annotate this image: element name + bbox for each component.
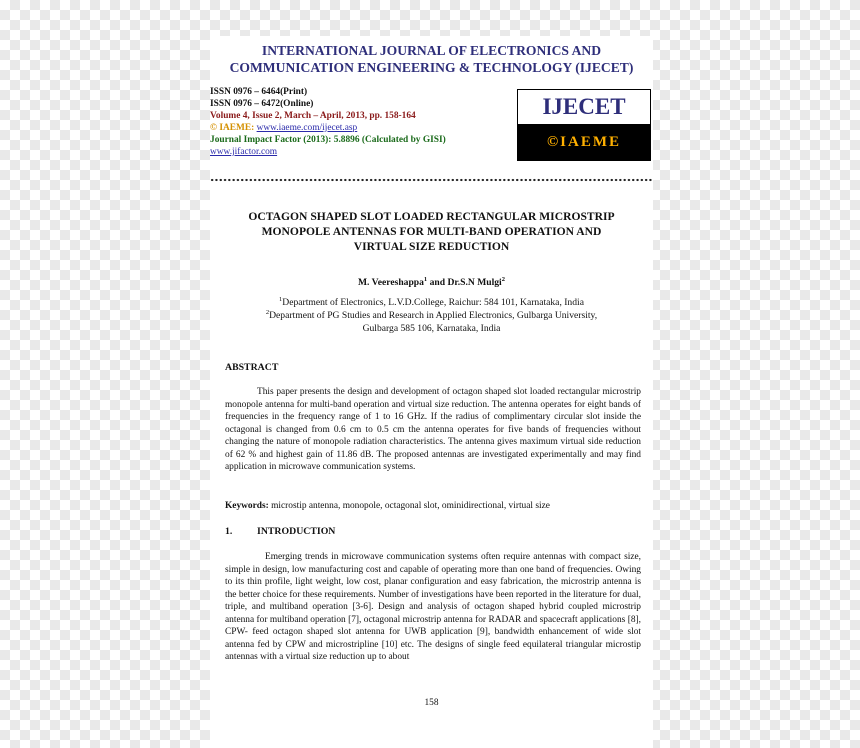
impact-factor: Journal Impact Factor (2013): 5.8896 (Calculated by GISI) — [210, 134, 446, 145]
journal-title-line2: COMMUNICATION ENGINEERING & TECHNOLOGY (IJECET) — [229, 60, 634, 75]
affiliation-1 — [210, 296, 653, 309]
page-number: 158 — [424, 698, 439, 708]
section-title: INTRODUCTION — [257, 526, 336, 537]
ijecet-logo — [517, 89, 651, 161]
keywords — [225, 501, 641, 511]
author-2-sup: 2 — [501, 275, 505, 283]
author-1-sup: 1 — [423, 275, 428, 283]
paper-title-line1: OCTAGON SHAPED SLOT LOADED RECTANGULAR MICROSTRIP — [248, 210, 615, 223]
journal-title — [210, 42, 653, 76]
journal-meta — [210, 87, 446, 158]
affiliations — [210, 296, 653, 335]
abstract-heading: ABSTRACT — [225, 362, 279, 373]
introduction-text: Emerging trends in microwave communication systems often require antennas with compact size, simple in design, low manufacturing cost and capable of operating more than one band of frequencies. Owing to its thin profile, light weight, low cost, planar configuration and easy fabrication, the microstrip antenna is the better choice for these requirements. Number of investigations have been reported in the literature for dual, triple, and multiband operation [3-6]. Design and analysis of octagon shaped hybrid coupled microstrip antenna for multiband operation [7], octagonal microstrip antenna for RADAR and spacecraft applications [8], CPW- feed octagon shaped slot antenna for UWB application [9], bandwidth enhancement of wide slot antenna fed by CPW and microstripline [10] etc. The designs of single feed equilateral triangular microstip antennas with a virtual size reduction up to about — [225, 552, 641, 662]
volume-info: Volume 4, Issue 2, March – April, 2013, pp. 158-164 — [210, 110, 416, 121]
logo-iaeme-text: ©IAEME — [518, 124, 650, 160]
issn-online: ISSN 0976 – 6472(Online) — [210, 98, 314, 109]
paper-title — [220, 209, 643, 254]
author-and: and — [427, 277, 448, 288]
introduction-heading — [225, 526, 335, 537]
affiliation-2-line2: Gulbarga 585 106, Karnataka, India — [362, 323, 501, 334]
section-number: 1. — [225, 526, 233, 537]
iaeme-prefix: © IAEME: — [210, 122, 257, 133]
logo-ijecet-text: IJECET — [518, 90, 650, 124]
keywords-label: Keywords: — [225, 501, 269, 511]
affiliation-1-text: Department of Electronics, L.V.D.College, Raichur: 584 101, Karnataka, India — [282, 297, 584, 308]
journal-title-line1: INTERNATIONAL JOURNAL OF ELECTRONICS AND — [261, 43, 602, 58]
dotted-divider — [210, 178, 653, 182]
iaeme-line — [210, 123, 446, 135]
paper-page — [210, 36, 653, 748]
jifactor-link[interactable]: www.jifactor.com — [210, 146, 278, 157]
author-2: Dr.S.N Mulgi — [447, 277, 502, 288]
affiliation-2-text: Department of PG Studies and Research in Applied Electronics, Gulbarga University, — [269, 310, 598, 321]
authors — [210, 277, 653, 288]
paper-title-line3: VIRTUAL SIZE REDUCTION — [353, 240, 510, 253]
keywords-text: microstip antenna, monopole, octagonal slot, ominidirectional, virtual size — [268, 501, 550, 511]
affiliation-2 — [210, 309, 653, 322]
author-1: M. Veereshappa — [358, 277, 424, 288]
abstract-text: This paper presents the design and development of octagon shaped slot loaded rectangular microstrip monopole antenna for multi-band operation and virtual size reduction. The antenna operates for eight bands of frequencies in the frequency range of 1 to 16 GHz. If the radius of complimentary circular slot inside the octagonal is changed from 0.6 cm to 0.5 cm the antenna operates for five bands of frequencies without changing the nature of monopole radiation characteristics. The antenna gives maximum virtual side reduction of 62 % and highest gain of 11.86 dB. The proposed antennas are investigated experimentally and may find application in microwave communication systems. — [225, 387, 641, 472]
paper-title-line2: MONOPOLE ANTENNAS FOR MULTI-BAND OPERATION AND — [261, 225, 602, 238]
affiliation-1-sup: 1 — [279, 295, 283, 303]
iaeme-link[interactable]: www.iaeme.com/ijecet.asp — [256, 122, 358, 133]
affiliation-2-sup: 2 — [265, 308, 270, 316]
issn-print: ISSN 0976 – 6464(Print) — [210, 87, 308, 97]
